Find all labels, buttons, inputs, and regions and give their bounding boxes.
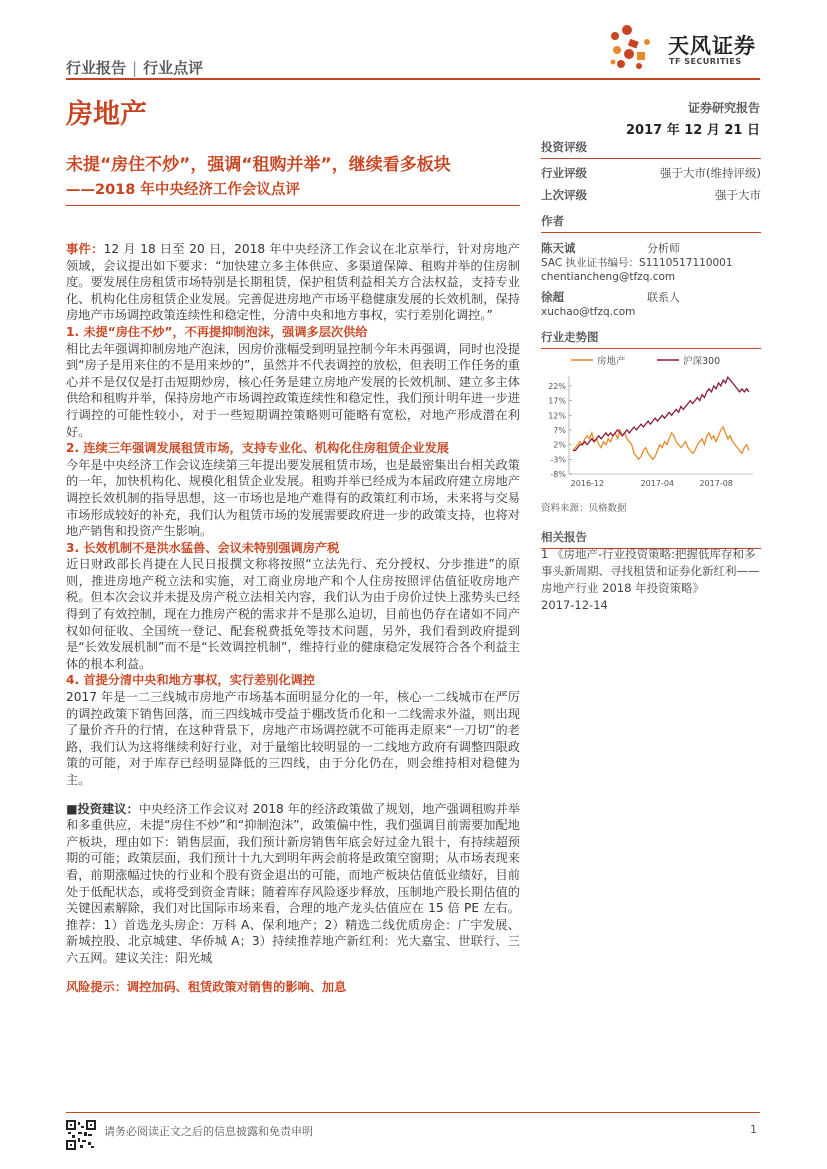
section-3-heading: 3. 长效机制不是洪水猛兽、会议未特别强调房产税 xyxy=(66,540,340,555)
legend-label-1: 沪深300 xyxy=(683,356,721,367)
sector-title: 房地产 xyxy=(66,99,147,130)
author-1-name: 陈天诚 xyxy=(541,241,576,255)
authors-section-title: 作者 xyxy=(541,213,761,233)
footer-disclaimer: 请务必阅读正文之后的信息披露和免责申明 xyxy=(104,1125,313,1138)
section-2-text: 今年是中央经济工作会议连续第三年提出要发展租赁市场，也是最密集出台相关政策的一年，加快机构化、规模化租赁企业发展。租购并举已经成为本届政府建立房地产调控长效机制的指导思想，这一市场也是地产难得有的政策红利市场，未来将与交易市场形成较好的补充，我们认为租赁市场的发展需要政府进一步的政策支持，也将对地产销售和投资产生影响。 xyxy=(66,457,520,539)
prev-rating-row xyxy=(541,187,761,203)
section-4-text: 2017 年是一二三线城市房地产市场基本面明显分化的一年，核心一二线城市在严厉的调控政策下销售回落，而三四线城市受益于棚改货币化和一二线需求外溢，则出现了量价齐升的行情，在这种背景下，房地产市场调控就不可能再走原来“一刀切”的老路，我们认为这将继续利好行业，对于量缩比较明显的一二线地方政府有调整四限政策的可能，对于库存已经明显降低的三四线，由于分化仍在，则会维持相对稳健为主。 xyxy=(66,690,520,787)
section-1-heading: 1. 未提“房住不炒”，不再提抑制泡沫，强调多层次供给 xyxy=(66,324,368,339)
author-1-email[interactable]: chentiancheng@tfzq.com xyxy=(541,271,676,283)
report-subtitle: ——2018 年中央经济工作会议点评 xyxy=(66,182,300,198)
event-label: 事件： xyxy=(66,242,104,256)
section-1-text: 相比去年强调抑制房地产泡沫，因房价涨幅受到明显控制今年未再强调，同时也没提到“房子是用来住的不是用来炒的”，虽然并不代表调控的放松，但表明工作任务的重心并不是仅仅是打击短期炒房，核心任务是建立房地产发展的长效机制、建立多主体供给和租购并举，保持房地产市场调控政策连续性和稳定性，我们预计明年进一步进行调控的可能性较小，对于一些短期调控策略则可能略有宽松，对地产形成潜在利好。 xyxy=(66,341,520,439)
trend-chart-svg xyxy=(541,346,761,496)
title-divider xyxy=(66,205,520,206)
y-tick-label-3: 7% xyxy=(553,425,566,435)
footer-divider xyxy=(66,1112,760,1113)
related-report-1[interactable]: 1 《房地产-行业投资策略:把握低库存和多事头新周期、寻找租赁和证券化新红利——房地产行业 2018 年投资策略》 xyxy=(541,547,760,595)
section-2-heading: 2. 连续三年强调发展租赁市场，支持专业化、机构化住房租赁企业发展 xyxy=(66,441,449,456)
report-category xyxy=(66,57,203,78)
report-title: 未提“房住不炒”，强调“租购并举”，继续看多板块 xyxy=(66,155,451,175)
logo-company-name: 天风证券 xyxy=(668,34,756,58)
investment-paragraph xyxy=(66,801,520,967)
author-2-email[interactable]: xuchao@tfzq.com xyxy=(541,306,636,318)
related-report-1-date: 2017-12-14 xyxy=(541,598,608,612)
x-tick-label-0: 2016-12 xyxy=(570,479,605,488)
x-tick-label-2: 2017-08 xyxy=(699,479,733,488)
y-tick-label-1: 17% xyxy=(548,396,566,406)
y-tick-label-2: 12% xyxy=(548,411,566,421)
risk-warning: 风险提示：调控加码、租赁政策对销售的影响、加息 xyxy=(66,979,347,994)
author-2-name: 徐超 xyxy=(541,290,564,304)
prev-rating-label: 上次评级 xyxy=(541,188,587,202)
author-1 xyxy=(541,241,761,284)
logo-mark-icon xyxy=(611,25,651,69)
report-date: 2017 年 12 月 21 日 xyxy=(626,123,760,138)
chart-source: 资料来源：贝格数据 xyxy=(541,503,627,514)
investment-text: 中央经济工作会议对 2018 年的经济政策做了规划，地产强调租购并举和多重供应，未提“房住不炒”和“抑制泡沫”，政策偏中性，我们强调目前需要加配地产板块，理由如下：销售层面，我们预计新房销售年底会好过金九银十，有持续超预期的可能；政策层面，我们预计十九大到明年两会前将是政策空窗期；从市场表现来看，前期涨幅过快的行业和个股有资金退出的可能，而地产板块估值低业绩好，目前处于低配状态，或将受到资金青睐；随着库存风险逐步释放，压制地产股长期估值的关键因素解除，我们对比国际市场来看，合理的地产龙头估值应在 15 倍 PE 左右。推荐：1）首选龙头房企：万科 A、保利地产；2）精选二线优质房企：广宇发展、新城控股、北京城建、华侨城 A；3）持续推荐地产新红利：光大嘉宝、世联行、三六五网。建议关注：阳光城 xyxy=(66,801,521,965)
author-2 xyxy=(541,290,761,319)
x-tick-label-1: 2017-04 xyxy=(640,479,675,488)
category-separator: | xyxy=(132,59,138,77)
header-divider xyxy=(66,78,760,80)
report-body xyxy=(66,241,520,995)
related-section-title: 相关报告 xyxy=(541,529,761,549)
author-1-role: 分析师 xyxy=(647,242,680,255)
investment-label: ■投资建议： xyxy=(66,801,139,816)
logo-company-sub: TF SECURITIES xyxy=(669,57,742,66)
series-line-1 xyxy=(573,377,749,450)
author-2-role: 联系人 xyxy=(647,291,680,304)
authors-section xyxy=(541,213,761,319)
event-text: 12 月 18 日至 20 日，2018 年中央经济工作会议在北京举行，针对房地产领域，会议提出如下要求：“加快建立多主体供应、多渠道保障、租购并举的住房制度。要发展住房租赁市场特别是长期租赁，保护租赁利益相关方合法权益，支持专业化、机构化住房租赁企业发展。完善促进房地产市场平稳健康发展的长效机制，保持房地产市场调控政策连续性和稳定性，分清中央和地方事权，实行差别化调控。” xyxy=(66,242,520,323)
chart-section-title: 行业走势图 xyxy=(541,329,761,349)
y-tick-label-0: 22% xyxy=(548,381,566,391)
prev-rating-value: 强于大市 xyxy=(715,188,761,202)
series-line-0 xyxy=(573,427,749,459)
page-number: 1 xyxy=(750,1123,757,1136)
section-3-text: 近日财政部长肖捷在人民日报撰文称将按照“立法先行、充分授权、分步推进”的原则，推进房地产税立法和实施，对工商业房地产和个人住房按照评估值征收房地产税。但本次会议并未提及房产税立法相关内容，我们认为由于房价过快上涨势头已经得到了有效控制，现在力推房产税的需求并不是那么迫切，目前也仍存在诸如不同产权如何征收、全国统一登记、配套税费抵免等技术问题，另外，我们看到政府提到是“长效发展机制”而不是“长效调控机制”，维持行业的健康稳定发展符合各个利益主体的根本利益。 xyxy=(66,557,520,671)
qr-code-icon xyxy=(66,1120,96,1150)
rating-value: 强于大市(维持评级) xyxy=(660,166,761,180)
report-type: 证券研究报告 xyxy=(687,101,760,115)
event-paragraph xyxy=(66,241,520,324)
rating-section xyxy=(541,139,761,203)
author-1-cert: SAC 执业证书编号：S1110517110001 xyxy=(541,257,733,269)
section-4-heading: 4. 首提分清中央和地方事权，实行差别化调控 xyxy=(66,673,315,688)
y-tick-label-6: -8% xyxy=(550,470,566,479)
rating-row xyxy=(541,165,761,181)
legend-label-0: 房地产 xyxy=(597,356,626,367)
y-tick-label-5: -3% xyxy=(550,455,566,465)
trend-chart xyxy=(541,346,761,496)
rating-section-title: 投资评级 xyxy=(541,139,761,159)
y-tick-label-4: 2% xyxy=(553,440,566,450)
rating-label: 行业评级 xyxy=(541,166,587,180)
subcategory-label: 行业点评 xyxy=(143,59,204,77)
category-label: 行业报告 xyxy=(66,59,127,77)
related-reports xyxy=(541,546,761,614)
